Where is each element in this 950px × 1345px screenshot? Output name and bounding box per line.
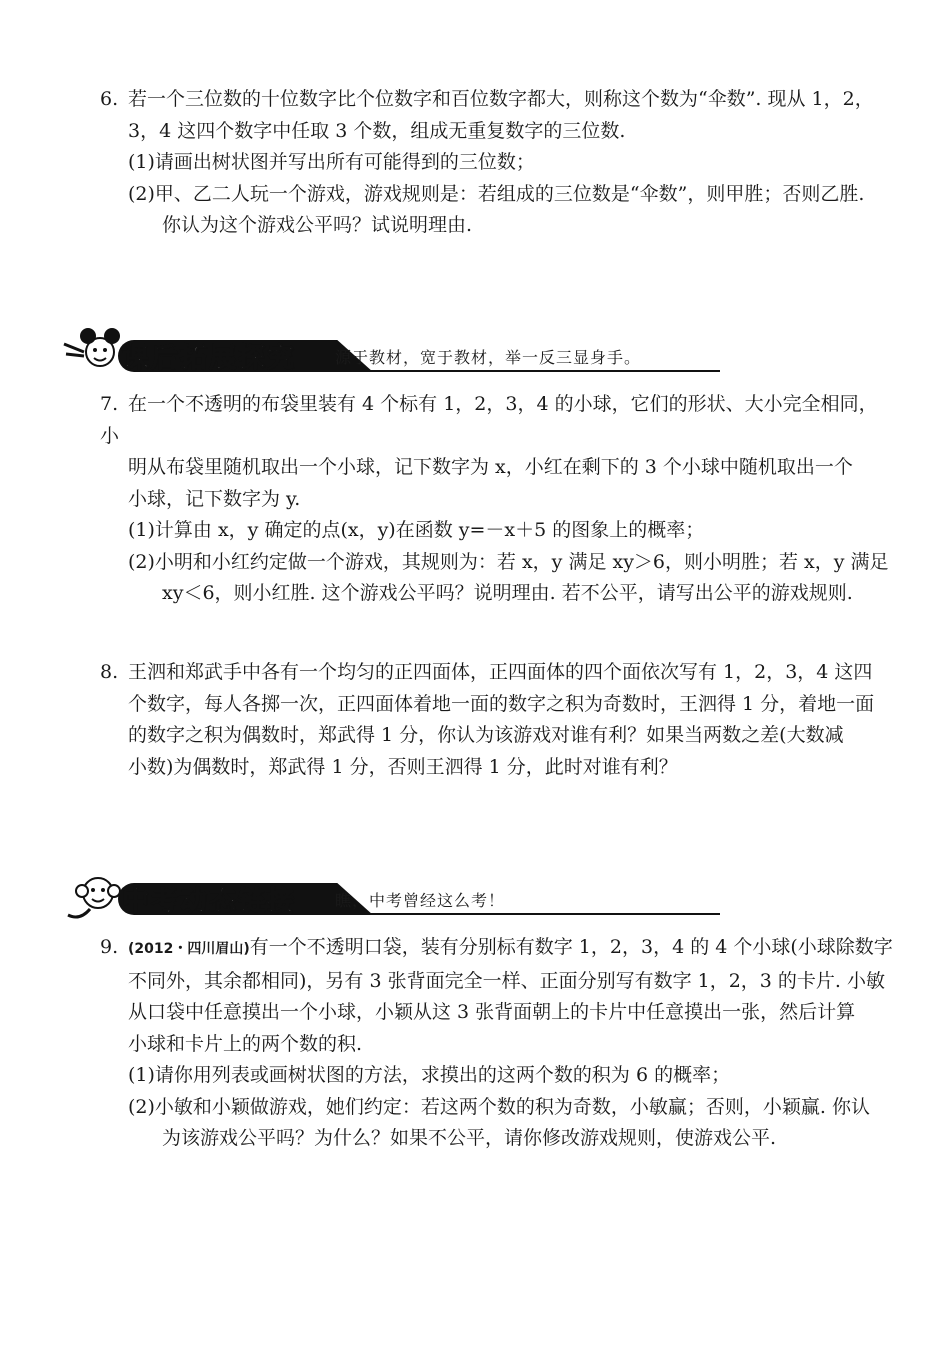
- divider: [360, 370, 720, 372]
- section-title: 课后拓展探究: [122, 343, 296, 374]
- problem-text: 小球和卡片上的两个数的积.: [128, 1032, 363, 1055]
- problem-text: 王泗和郑武手中各有一个均匀的正四面体，正四面体的四个面依次写有 1，2，3，4 这四: [128, 661, 873, 683]
- sub-question-2: (2)甲、乙二人玩一个游戏，游戏规则是：若组成的三位数是“伞数”，则甲胜；否则乙胜.: [128, 182, 865, 205]
- sub-question-2-cont: 你认为这个游戏公平吗？试说明理由.: [162, 214, 473, 236]
- problem-text: 从口袋中任意摸出一个小球，小颖从这 3 张背面朝上的卡片中任意摸出一张，然后计算: [128, 1001, 856, 1023]
- problem-9: [100, 932, 895, 1155]
- sub-question-1: (1)请画出树状图并写出所有可能得到的三位数；: [128, 151, 535, 173]
- divider: [360, 913, 720, 915]
- section-header-extension: [60, 322, 720, 382]
- problem-number: 8.: [100, 661, 119, 683]
- problem-text: 的数字之积为偶数时，郑武得 1 分，你认为该游戏对谁有利？如果当两数之差(大数减: [128, 724, 844, 746]
- section-header-exam: [60, 865, 720, 925]
- problem-number: 7.: [100, 393, 119, 415]
- problem-text: 3，4 这四个数字中任取 3 个数，组成无重复数字的三位数.: [128, 119, 626, 142]
- section-title: 中考动态链接: [122, 886, 296, 917]
- problem-text: 小球，记下数字为 y.: [128, 487, 301, 510]
- section-slogan: 源于教材，宽于教材，举一反三显身手。: [335, 348, 642, 367]
- sub-question-2: (2)小敏和小颖做游戏，她们约定：若这两个数的积为奇数，小敏赢；否则，小颖赢. 你认: [128, 1095, 870, 1118]
- sub-question-2-cont: xy＜6，则小红胜. 这个游戏公平吗？说明理由. 若不公平，请写出公平的游戏规则.: [162, 582, 853, 604]
- problem-6: [100, 84, 895, 242]
- problem-text: 有一个不透明口袋，装有分别标有数字 1，2，3，4 的 4 个小球(小球除数字: [249, 936, 893, 958]
- problem-text: 明从布袋里随机取出一个小球，记下数字为 x，小红在剩下的 3 个小球中随机取出一个: [128, 456, 853, 478]
- sub-question-1: (1)计算由 x，y 确定的点(x，y)在函数 y=－x＋5 的图象上的概率；: [128, 519, 705, 541]
- problem-7: [100, 389, 895, 610]
- sub-question-2-cont: 为该游戏公平吗？为什么？如果不公平，请你修改游戏规则，使游戏公平.: [162, 1127, 777, 1149]
- problem-number: 9.: [100, 936, 119, 958]
- problem-text: 不同外，其余都相同)，另有 3 张背面完全一样、正面分别写有数字 1，2，3 的卡片. 小敏: [128, 969, 886, 992]
- sub-question-2: (2)小明和小红约定做一个游戏，其规则为：若 x，y 满足 xy＞6，则小明胜；若 x，y 满足: [128, 550, 889, 573]
- problem-source: (2012・四川眉山): [128, 941, 250, 957]
- problem-text: 在一个不透明的布袋里装有 4 个标有 1，2，3，4 的小球，它们的形状、大小完全相同，小: [100, 393, 878, 447]
- problem-text: 小数)为偶数时，郑武得 1 分，否则王泗得 1 分，此时对谁有利？: [128, 755, 678, 778]
- problem-text: 个数字，每人各掷一次，正四面体着地一面的数字之积为奇数时，王泗得 1 分，着地一面: [128, 692, 875, 715]
- sub-question-1: (1)请你用列表或画树状图的方法，求摸出的这两个数的积为 6 的概率；: [128, 1064, 731, 1086]
- problem-text: 若一个三位数的十位数字比个位数字和百位数字都大，则称这个数为“伞数”. 现从 1，2，: [128, 88, 874, 110]
- problem-8: [100, 657, 895, 783]
- section-slogan: 瞧，中考曾经这么考！: [335, 891, 506, 910]
- problem-number: 6.: [100, 88, 119, 110]
